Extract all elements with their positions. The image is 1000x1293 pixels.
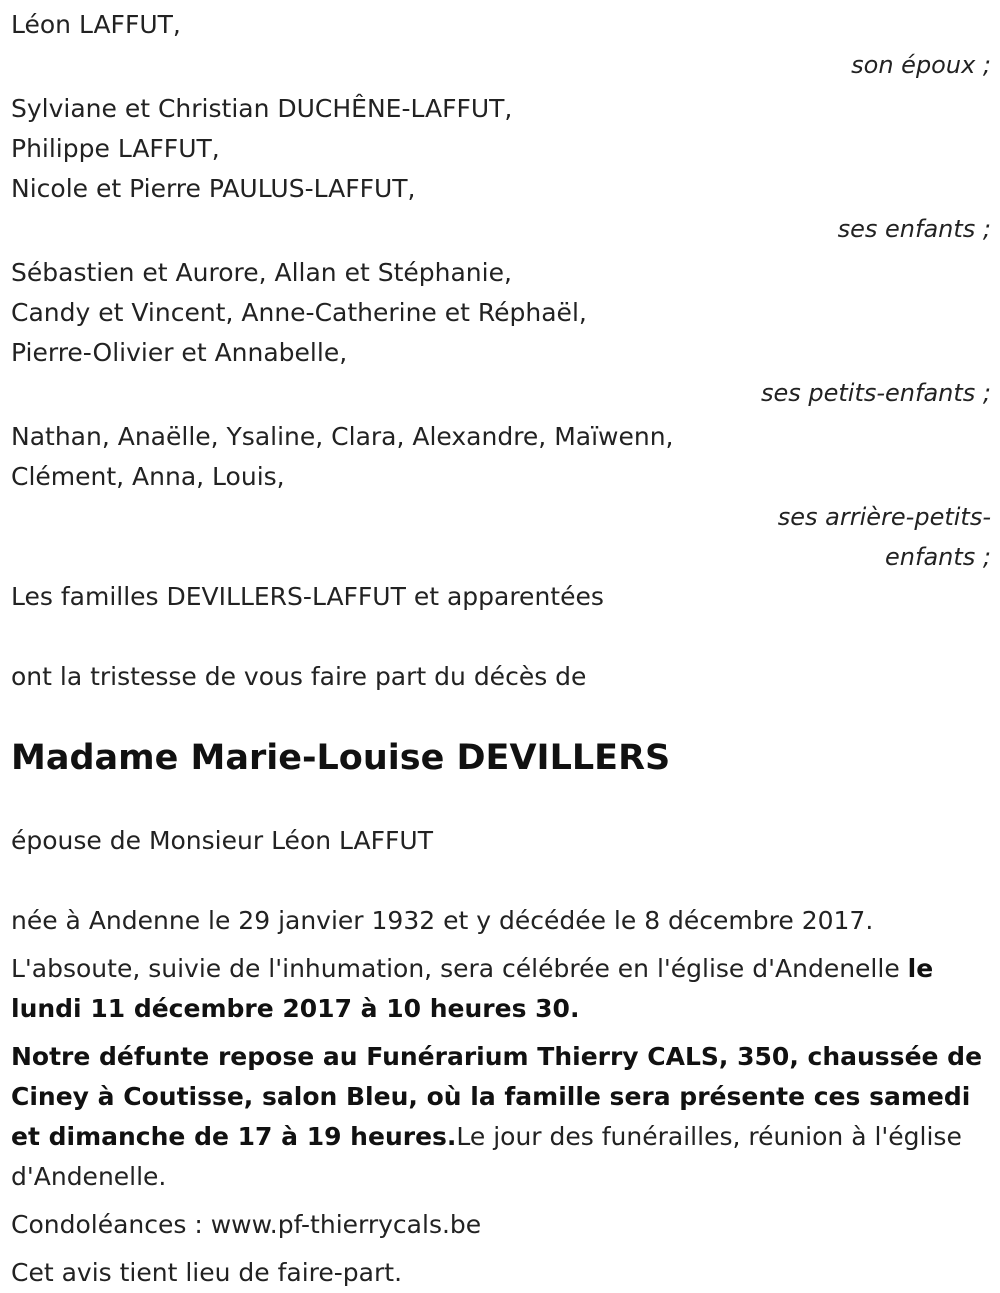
relationship-label: ses enfants ; xyxy=(837,215,991,243)
family-name-line: Léon LAFFUT, xyxy=(11,10,181,39)
family-group-great-grandchildren xyxy=(11,417,991,577)
relationship-label: enfants ; xyxy=(885,543,991,571)
funeral-day-info: Le jour des funérailles, réunion à l'église d'Andenelle. xyxy=(11,1122,962,1191)
family-name-line: Sylviane et Christian DUCHÊNE-LAFFUT, xyxy=(11,94,513,123)
relationship-label: ses petits-enfants ; xyxy=(760,379,991,407)
ceremony-paragraph xyxy=(11,949,991,1029)
family-group-spouse xyxy=(11,5,991,85)
family-name-line: Nathan, Anaëlle, Ysaline, Clara, Alexandre, Maïwenn, xyxy=(11,422,674,451)
funeral-home-details: Notre défunte repose au Funérarium Thierry CALS, 350, chaussée de Ciney à Coutisse, salon Bleu, où la famille sera présente ces samedi et dimanche de 17 à 19 heures. xyxy=(11,1042,983,1151)
announcement-line: ont la tristesse de vous faire part du décès de xyxy=(11,662,587,691)
families-line: Les familles DEVILLERS-LAFFUT et apparentées xyxy=(11,582,604,611)
family-name-line: Philippe LAFFUT, xyxy=(11,134,220,163)
family-group-children xyxy=(11,89,991,249)
funeral-home-paragraph xyxy=(11,1037,991,1197)
ceremony-date: le lundi 11 décembre 2017 à 10 heures 30. xyxy=(11,954,934,1023)
spouse-line: épouse de Monsieur Léon LAFFUT xyxy=(11,826,433,855)
deceased-name: Madame Marie-Louise DEVILLERS xyxy=(11,738,671,778)
family-name-line: Pierre-Olivier et Annabelle, xyxy=(11,338,348,367)
family-name-line: Candy et Vincent, Anne-Catherine et Réphaël, xyxy=(11,298,587,327)
family-name-line: Sébastien et Aurore, Allan et Stéphanie, xyxy=(11,258,512,287)
birth-death-line: née à Andenne le 29 janvier 1932 et y décédée le 8 décembre 2017. xyxy=(11,906,874,935)
obituary-notice xyxy=(11,5,991,1293)
condolences-line xyxy=(11,1205,991,1245)
condolences-link[interactable]: www.pf-thierrycals.be xyxy=(210,1210,482,1239)
relationship-label: ses arrière-petits- xyxy=(777,503,991,531)
relationship-label: son époux ; xyxy=(851,51,991,79)
ceremony-text: L'absoute, suivie de l'inhumation, sera célébrée en l'église d'Andenelle xyxy=(11,954,908,983)
family-name-line: Nicole et Pierre PAULUS-LAFFUT, xyxy=(11,174,416,203)
family-group-grandchildren xyxy=(11,253,991,413)
condolences-label: Condoléances : xyxy=(11,1210,211,1239)
closing-line: Cet avis tient lieu de faire-part. xyxy=(11,1258,403,1287)
family-name-line: Clément, Anna, Louis, xyxy=(11,462,285,491)
